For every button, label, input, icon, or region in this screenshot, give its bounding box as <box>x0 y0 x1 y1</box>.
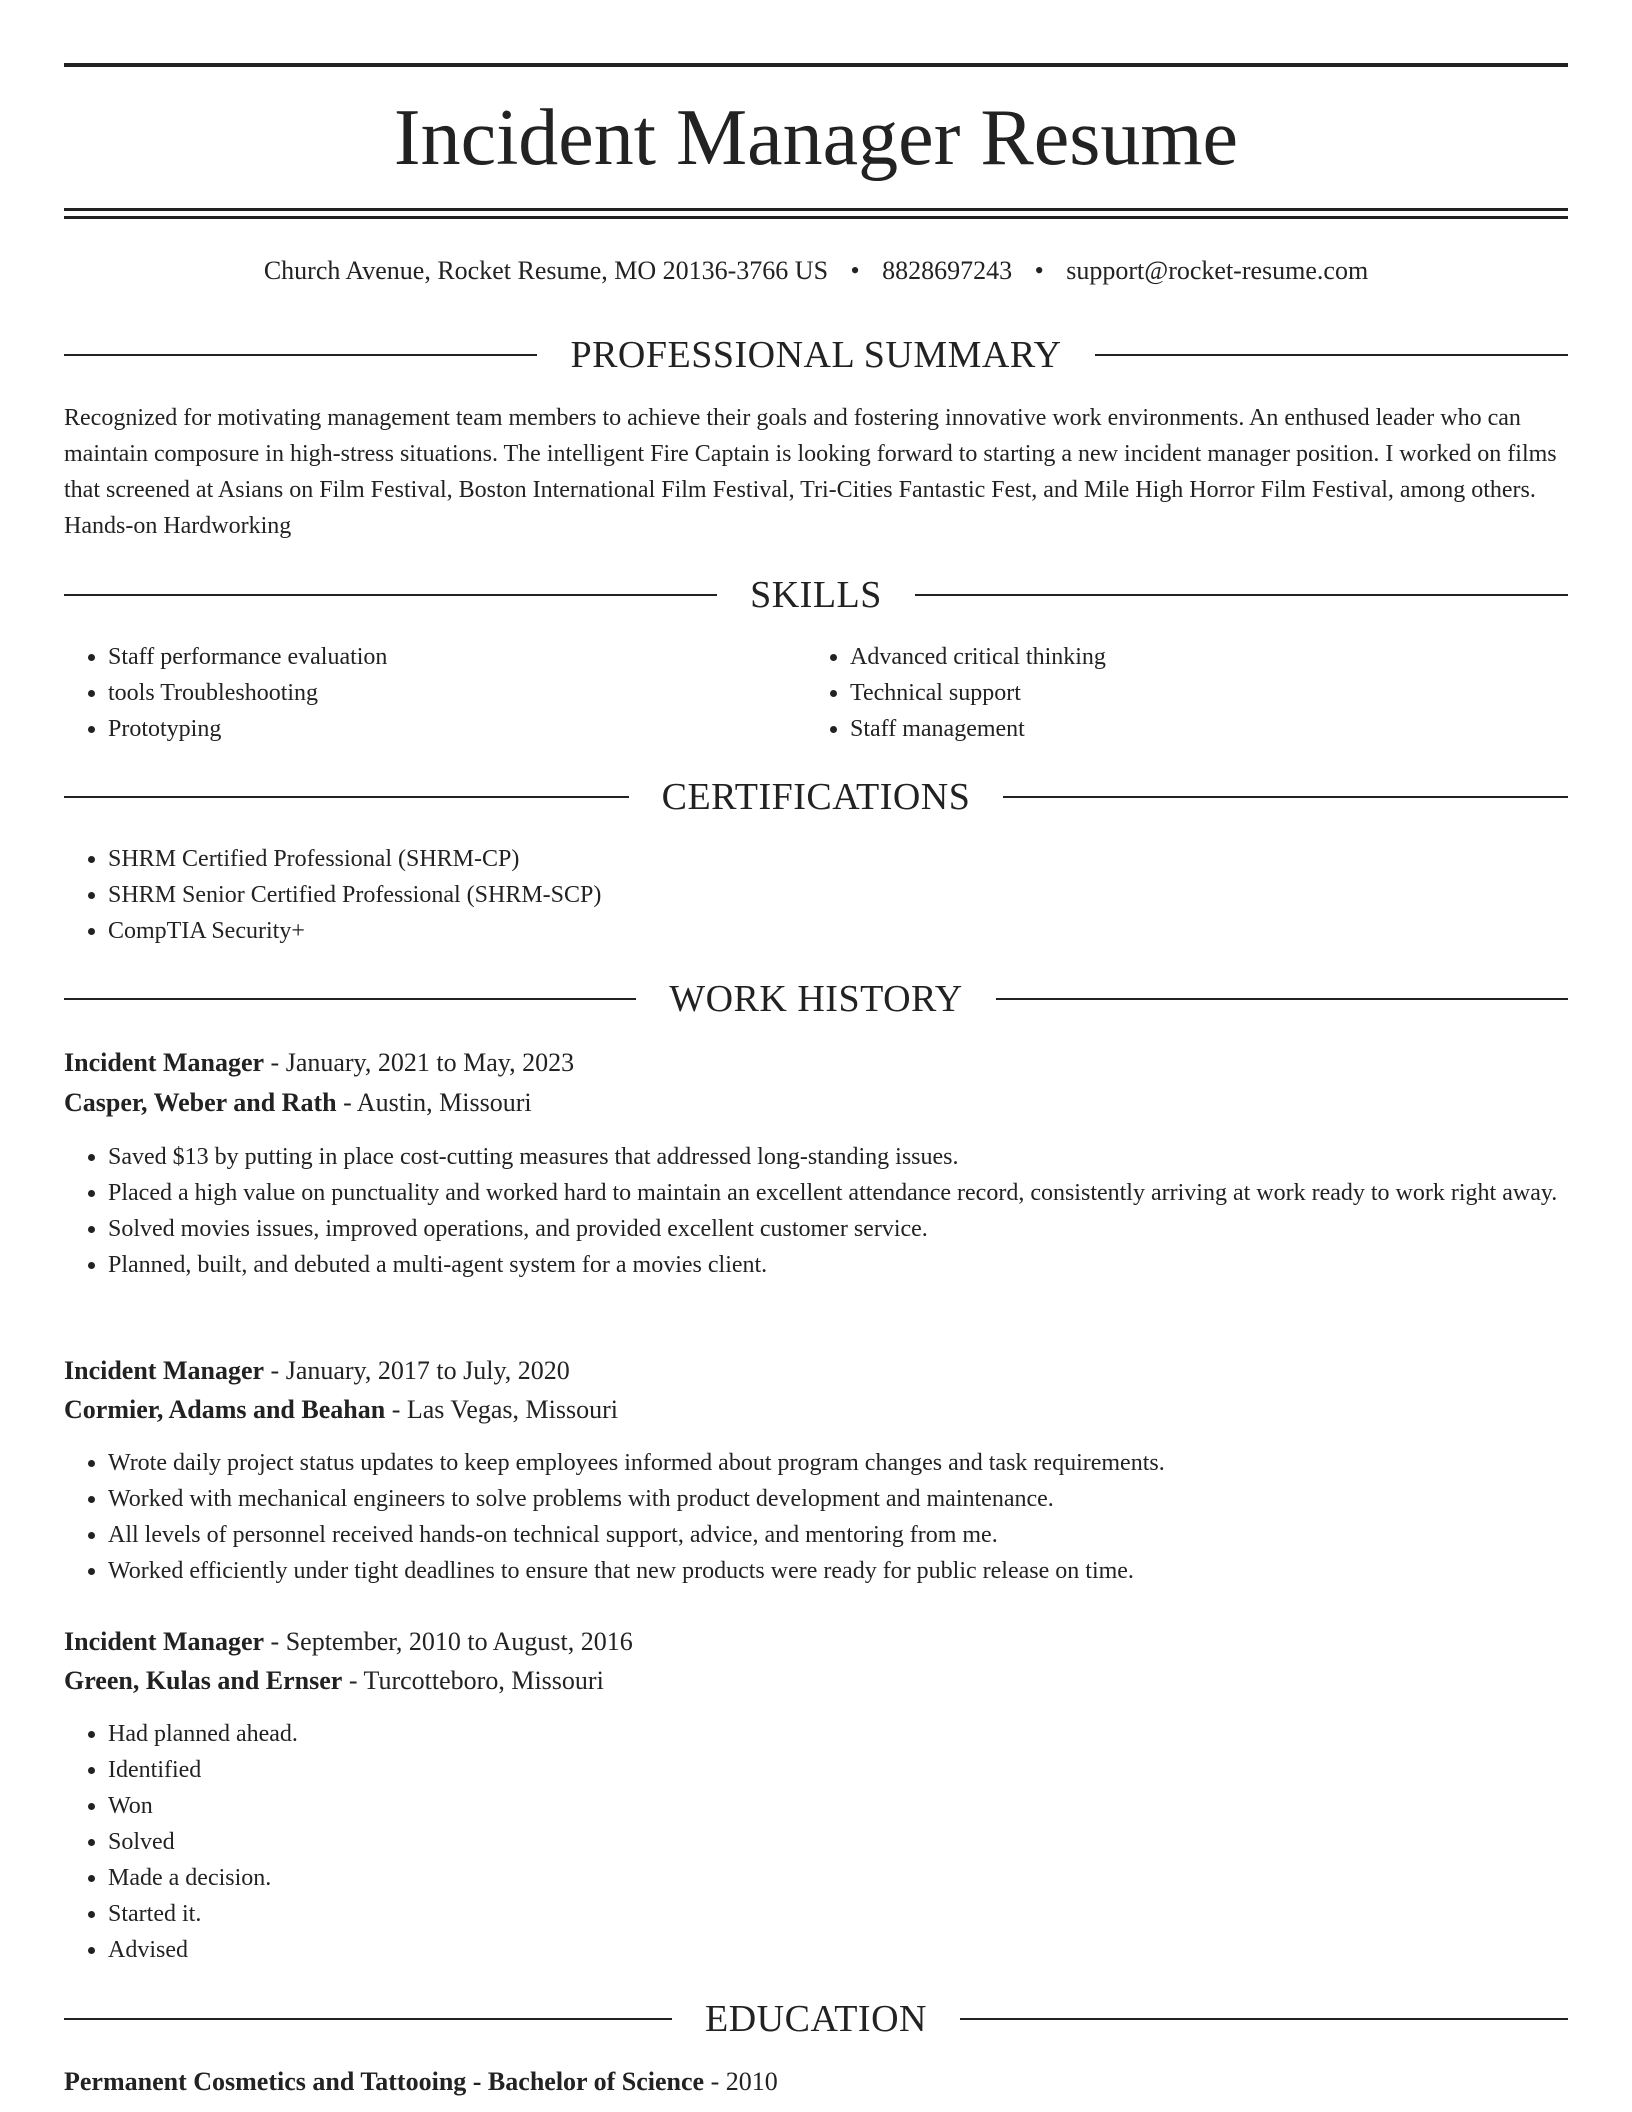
skills-list-left <box>64 639 788 747</box>
list-item: • Worked with mechanical engineers to solve problems with product development and maintenance. <box>108 1481 1612 1517</box>
contact-line <box>64 253 1568 289</box>
certifications-list <box>64 841 1508 949</box>
heading-rule-left <box>64 796 629 798</box>
job-company: Casper, Weber and Rath <box>64 1088 337 1117</box>
job-company-line <box>64 1662 604 1700</box>
work-history-heading-text: WORK HISTORY <box>669 978 963 1020</box>
contact-separator: • <box>1034 256 1044 285</box>
heading-rule-left <box>64 594 717 596</box>
job-title-line <box>64 1044 574 1082</box>
job-dates: - January, 2021 to May, 2023 <box>264 1048 575 1077</box>
heading-rule-left <box>64 354 537 356</box>
job-company-line <box>64 1084 532 1122</box>
list-item: • Identified <box>108 1752 1612 1788</box>
summary-heading <box>64 331 1568 379</box>
summary-text: Recognized for motivating management team members to achieve their goals and fostering innovative work environments. An enthused leader who can maintain composure in high-stress situations. The intelligent Fire Captain is looking forward to starting a new incident manager position. I worked on films that screened at Asians on Film Festival, Boston International Film Festival, Tri-Cities Fantastic Fest, and Mile High Horror Film Festival, among others. Hands-on Hardworking <box>64 405 1557 539</box>
page-title: Incident Manager Resume <box>393 94 1239 182</box>
work-history-heading <box>64 975 1568 1023</box>
education-line <box>64 2063 778 2101</box>
list-item: • Started it. <box>108 1896 1612 1932</box>
list-item: • Placed a high value on punctuality and worked hard to maintain an excellent attendance record, consistently arriving at work ready to work right away. <box>108 1175 1612 1211</box>
skills-heading-text: SKILLS <box>750 574 882 616</box>
job-location: - Austin, Missouri <box>336 1088 532 1117</box>
job-title-line <box>64 1623 633 1661</box>
list-item: • SHRM Certified Professional (SHRM-CP) <box>108 841 1508 877</box>
list-item: • Planned, built, and debuted a multi-agent system for a movies client. <box>108 1247 1612 1283</box>
job-title: Incident Manager <box>64 1627 265 1656</box>
heading-rule-right <box>996 998 1568 1000</box>
contact-phone[interactable]: 8828697243 <box>882 256 1013 285</box>
education-heading <box>64 1995 1568 2043</box>
summary-heading-text: PROFESSIONAL SUMMARY <box>570 334 1062 376</box>
contact-address: Church Avenue, Rocket Resume, MO 20136-3766 US <box>263 256 829 285</box>
certifications-heading <box>64 773 1568 821</box>
title-rule-lower <box>64 216 1568 219</box>
skills-list-right <box>806 639 1550 747</box>
list-item: • SHRM Senior Certified Professional (SHRM-SCP) <box>108 877 1508 913</box>
education-year: - 2010 <box>704 2067 778 2096</box>
list-item: • Advanced critical thinking <box>850 639 1550 675</box>
heading-rule-right <box>915 594 1568 596</box>
contact-email[interactable]: support@rocket-resume.com <box>1066 256 1369 285</box>
list-item: • Made a decision. <box>108 1860 1612 1896</box>
heading-rule-right <box>960 2018 1568 2020</box>
list-item: • CompTIA Security+ <box>108 913 1508 949</box>
list-item: • tools Troubleshooting <box>108 675 788 711</box>
education-degree: Permanent Cosmetics and Tattooing - Bachelor of Science <box>64 2067 705 2096</box>
job-bullets <box>64 1716 1612 1968</box>
job-company-line <box>64 1391 618 1429</box>
list-item: • Prototyping <box>108 711 788 747</box>
certifications-heading-text: CERTIFICATIONS <box>661 776 971 818</box>
contact-separator: • <box>850 256 860 285</box>
list-item: • Solved <box>108 1824 1612 1860</box>
list-item: • Staff management <box>850 711 1550 747</box>
heading-rule-right <box>1003 796 1568 798</box>
top-rule <box>64 63 1568 67</box>
list-item: • All levels of personnel received hands-on technical support, advice, and mentoring from me. <box>108 1517 1612 1553</box>
job-bullets <box>64 1139 1612 1283</box>
list-item: • Worked efficiently under tight deadlines to ensure that new products were ready for public release on time. <box>108 1553 1612 1589</box>
job-title: Incident Manager <box>64 1356 265 1385</box>
job-dates: - January, 2017 to July, 2020 <box>264 1356 570 1385</box>
job-bullets <box>64 1445 1612 1589</box>
job-location: - Las Vegas, Missouri <box>385 1395 618 1424</box>
list-item: • Technical support <box>850 675 1550 711</box>
heading-rule-left <box>64 998 636 1000</box>
job-title: Incident Manager <box>64 1048 265 1077</box>
job-location: - Turcotteboro, Missouri <box>342 1666 604 1695</box>
skills-heading <box>64 571 1568 619</box>
education-heading-text: EDUCATION <box>705 1998 927 2040</box>
job-company: Cormier, Adams and Beahan <box>64 1395 386 1424</box>
job-dates: - September, 2010 to August, 2016 <box>264 1627 633 1656</box>
job-company: Green, Kulas and Ernser <box>64 1666 343 1695</box>
list-item: • Wrote daily project status updates to keep employees informed about program changes and task requirements. <box>108 1445 1612 1481</box>
list-item: • Had planned ahead. <box>108 1716 1612 1752</box>
list-item: • Advised <box>108 1932 1612 1968</box>
list-item: • Solved movies issues, improved operations, and provided excellent customer service. <box>108 1211 1612 1247</box>
job-title-line <box>64 1352 570 1390</box>
heading-rule-left <box>64 2018 672 2020</box>
list-item: • Won <box>108 1788 1612 1824</box>
title-rule-upper <box>64 208 1568 211</box>
heading-rule-right <box>1095 354 1568 356</box>
list-item: • Staff performance evaluation <box>108 639 788 675</box>
list-item: • Saved $13 by putting in place cost-cutting measures that addressed long-standing issues. <box>108 1139 1612 1175</box>
